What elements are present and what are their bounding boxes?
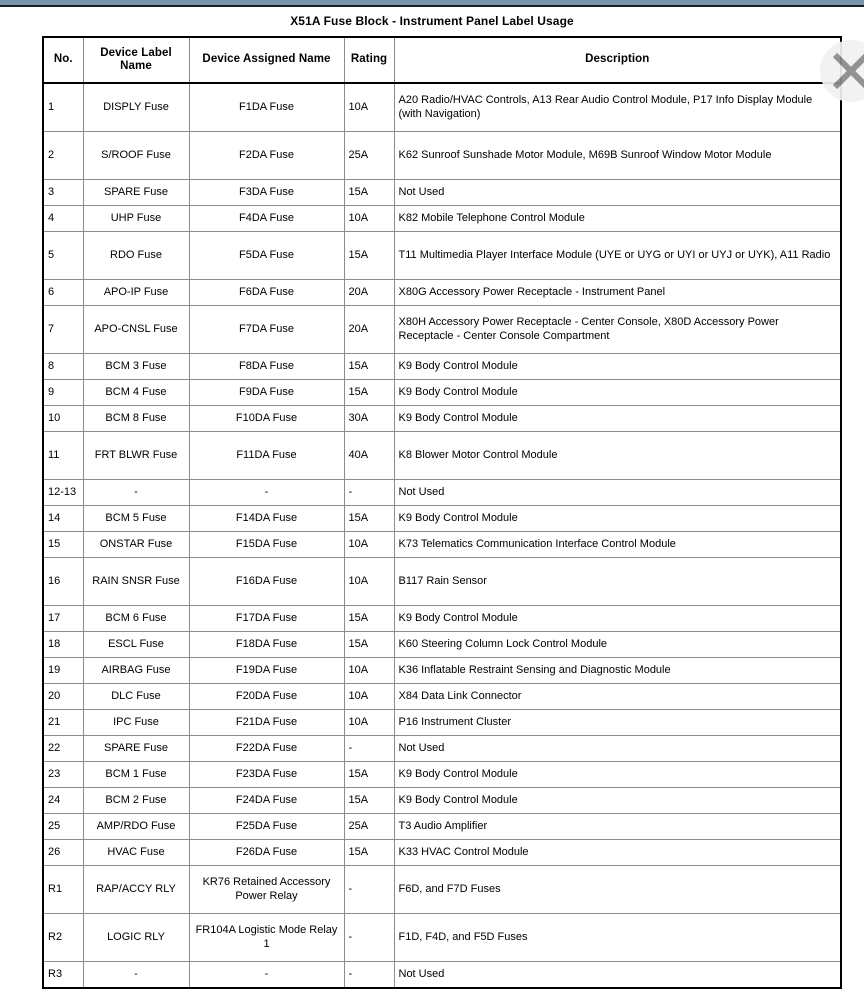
- cell-no: 11: [43, 432, 83, 480]
- cell-device-label-name: AMP/RDO Fuse: [83, 814, 189, 840]
- cell-rating: 10A: [344, 83, 394, 132]
- table-row: [43, 840, 841, 866]
- table-row: [43, 406, 841, 432]
- cell-device-assigned-name: F8DA Fuse: [189, 354, 344, 380]
- table-row: [43, 180, 841, 206]
- cell-device-assigned-name: FR104A Logistic Mode Relay 1: [189, 914, 344, 962]
- cell-device-assigned-name: F4DA Fuse: [189, 206, 344, 232]
- cell-rating: 15A: [344, 506, 394, 532]
- cell-no: 22: [43, 736, 83, 762]
- cell-description: Not Used: [394, 736, 841, 762]
- cell-description: B117 Rain Sensor: [394, 558, 841, 606]
- cell-description: F1D, F4D, and F5D Fuses: [394, 914, 841, 962]
- cell-rating: 25A: [344, 814, 394, 840]
- table-row: [43, 380, 841, 406]
- cell-rating: 15A: [344, 180, 394, 206]
- cell-rating: 15A: [344, 354, 394, 380]
- table-row: [43, 814, 841, 840]
- cell-rating: 10A: [344, 684, 394, 710]
- cell-description: K82 Mobile Telephone Control Module: [394, 206, 841, 232]
- cell-device-assigned-name: F25DA Fuse: [189, 814, 344, 840]
- cell-device-assigned-name: F14DA Fuse: [189, 506, 344, 532]
- cell-rating: 10A: [344, 206, 394, 232]
- cell-rating: 25A: [344, 132, 394, 180]
- cell-description: K9 Body Control Module: [394, 406, 841, 432]
- column-header-device-label-name: Device Label Name: [83, 37, 189, 83]
- cell-rating: 15A: [344, 762, 394, 788]
- cell-device-label-name: -: [83, 962, 189, 989]
- cell-no: 5: [43, 232, 83, 280]
- cell-no: 25: [43, 814, 83, 840]
- column-header-rating: Rating: [344, 37, 394, 83]
- column-header-description: Description: [394, 37, 841, 83]
- cell-device-assigned-name: F6DA Fuse: [189, 280, 344, 306]
- cell-no: 16: [43, 558, 83, 606]
- cell-device-label-name: BCM 5 Fuse: [83, 506, 189, 532]
- cell-device-label-name: IPC Fuse: [83, 710, 189, 736]
- cell-description: K9 Body Control Module: [394, 788, 841, 814]
- cell-device-assigned-name: F11DA Fuse: [189, 432, 344, 480]
- cell-no: 19: [43, 658, 83, 684]
- cell-no: 12-13: [43, 480, 83, 506]
- cell-rating: 40A: [344, 432, 394, 480]
- cell-device-label-name: BCM 6 Fuse: [83, 606, 189, 632]
- fuse-block-table-container: [42, 36, 840, 989]
- table-row: [43, 558, 841, 606]
- cell-device-assigned-name: F23DA Fuse: [189, 762, 344, 788]
- cell-rating: -: [344, 736, 394, 762]
- cell-device-assigned-name: F5DA Fuse: [189, 232, 344, 280]
- cell-description: K36 Inflatable Restraint Sensing and Diagnostic Module: [394, 658, 841, 684]
- cell-description: K8 Blower Motor Control Module: [394, 432, 841, 480]
- cell-no: 26: [43, 840, 83, 866]
- cell-description: X84 Data Link Connector: [394, 684, 841, 710]
- cell-device-label-name: RAIN SNSR Fuse: [83, 558, 189, 606]
- cell-device-label-name: S/ROOF Fuse: [83, 132, 189, 180]
- cell-device-assigned-name: F26DA Fuse: [189, 840, 344, 866]
- cell-no: 20: [43, 684, 83, 710]
- cell-description: P16 Instrument Cluster: [394, 710, 841, 736]
- cell-no: 7: [43, 306, 83, 354]
- cell-rating: -: [344, 866, 394, 914]
- cell-device-label-name: LOGIC RLY: [83, 914, 189, 962]
- cell-rating: 10A: [344, 658, 394, 684]
- close-x-icon: [832, 52, 864, 90]
- document-page: [0, 9, 864, 980]
- table-row: [43, 480, 841, 506]
- table-row: [43, 788, 841, 814]
- cell-device-assigned-name: KR76 Retained Accessory Power Relay: [189, 866, 344, 914]
- table-row: [43, 762, 841, 788]
- cell-device-label-name: BCM 4 Fuse: [83, 380, 189, 406]
- cell-device-label-name: APO-IP Fuse: [83, 280, 189, 306]
- cell-no: 23: [43, 762, 83, 788]
- cell-device-assigned-name: F9DA Fuse: [189, 380, 344, 406]
- table-row: [43, 962, 841, 989]
- cell-description: K60 Steering Column Lock Control Module: [394, 632, 841, 658]
- cell-no: 6: [43, 280, 83, 306]
- table-row: [43, 232, 841, 280]
- cell-no: 21: [43, 710, 83, 736]
- cell-rating: 20A: [344, 306, 394, 354]
- cell-description: K73 Telematics Communication Interface Control Module: [394, 532, 841, 558]
- cell-description: X80H Accessory Power Receptacle - Center Console, X80D Accessory Power Receptacle - Center Console Compartment: [394, 306, 841, 354]
- cell-device-assigned-name: F22DA Fuse: [189, 736, 344, 762]
- table-row: [43, 83, 841, 132]
- cell-no: 8: [43, 354, 83, 380]
- cell-rating: 15A: [344, 606, 394, 632]
- browser-top-bar: [0, 0, 864, 7]
- cell-no: 15: [43, 532, 83, 558]
- cell-no: 3: [43, 180, 83, 206]
- cell-rating: 15A: [344, 788, 394, 814]
- cell-no: 24: [43, 788, 83, 814]
- cell-no: 14: [43, 506, 83, 532]
- cell-no: 17: [43, 606, 83, 632]
- cell-rating: 10A: [344, 710, 394, 736]
- table-row: [43, 710, 841, 736]
- cell-device-label-name: RDO Fuse: [83, 232, 189, 280]
- cell-device-label-name: FRT BLWR Fuse: [83, 432, 189, 480]
- cell-device-assigned-name: F19DA Fuse: [189, 658, 344, 684]
- table-header: [43, 37, 841, 83]
- cell-device-assigned-name: F17DA Fuse: [189, 606, 344, 632]
- cell-device-label-name: DISPLY Fuse: [83, 83, 189, 132]
- cell-rating: 10A: [344, 532, 394, 558]
- cell-device-label-name: RAP/ACCY RLY: [83, 866, 189, 914]
- cell-no: 10: [43, 406, 83, 432]
- cell-rating: -: [344, 962, 394, 989]
- cell-device-assigned-name: F1DA Fuse: [189, 83, 344, 132]
- cell-device-label-name: AIRBAG Fuse: [83, 658, 189, 684]
- cell-description: Not Used: [394, 480, 841, 506]
- table-row: [43, 306, 841, 354]
- cell-no: 1: [43, 83, 83, 132]
- cell-device-assigned-name: -: [189, 962, 344, 989]
- cell-device-label-name: BCM 8 Fuse: [83, 406, 189, 432]
- cell-no: R2: [43, 914, 83, 962]
- cell-no: R3: [43, 962, 83, 989]
- cell-rating: 10A: [344, 558, 394, 606]
- cell-device-assigned-name: F21DA Fuse: [189, 710, 344, 736]
- cell-description: K9 Body Control Module: [394, 762, 841, 788]
- cell-device-label-name: BCM 2 Fuse: [83, 788, 189, 814]
- cell-device-label-name: ONSTAR Fuse: [83, 532, 189, 558]
- column-header-no: No.: [43, 37, 83, 83]
- cell-rating: 15A: [344, 840, 394, 866]
- cell-description: K9 Body Control Module: [394, 354, 841, 380]
- cell-device-label-name: -: [83, 480, 189, 506]
- cell-no: 18: [43, 632, 83, 658]
- table-row: [43, 280, 841, 306]
- table-row: [43, 132, 841, 180]
- table-row: [43, 354, 841, 380]
- table-row: [43, 658, 841, 684]
- cell-rating: 15A: [344, 632, 394, 658]
- cell-rating: 15A: [344, 380, 394, 406]
- table-row: [43, 506, 841, 532]
- cell-device-label-name: SPARE Fuse: [83, 736, 189, 762]
- cell-device-assigned-name: F20DA Fuse: [189, 684, 344, 710]
- cell-description: T3 Audio Amplifier: [394, 814, 841, 840]
- cell-description: A20 Radio/HVAC Controls, A13 Rear Audio Control Module, P17 Info Display Module (with Navigation): [394, 83, 841, 132]
- column-header-device-assigned-name: Device Assigned Name: [189, 37, 344, 83]
- cell-description: F6D, and F7D Fuses: [394, 866, 841, 914]
- cell-device-label-name: UHP Fuse: [83, 206, 189, 232]
- table-row: [43, 532, 841, 558]
- table-row: [43, 866, 841, 914]
- cell-no: 9: [43, 380, 83, 406]
- cell-device-assigned-name: F24DA Fuse: [189, 788, 344, 814]
- table-row: [43, 684, 841, 710]
- cell-device-label-name: BCM 3 Fuse: [83, 354, 189, 380]
- table-row: [43, 736, 841, 762]
- table-body: [43, 83, 841, 988]
- cell-device-label-name: BCM 1 Fuse: [83, 762, 189, 788]
- cell-no: 2: [43, 132, 83, 180]
- cell-device-assigned-name: F7DA Fuse: [189, 306, 344, 354]
- cell-device-assigned-name: F10DA Fuse: [189, 406, 344, 432]
- cell-description: K62 Sunroof Sunshade Motor Module, M69B Sunroof Window Motor Module: [394, 132, 841, 180]
- cell-description: Not Used: [394, 180, 841, 206]
- cell-device-assigned-name: F15DA Fuse: [189, 532, 344, 558]
- cell-no: 4: [43, 206, 83, 232]
- cell-rating: 15A: [344, 232, 394, 280]
- cell-device-assigned-name: F16DA Fuse: [189, 558, 344, 606]
- cell-device-label-name: APO-CNSL Fuse: [83, 306, 189, 354]
- cell-description: K33 HVAC Control Module: [394, 840, 841, 866]
- cell-device-label-name: ESCL Fuse: [83, 632, 189, 658]
- cell-device-label-name: DLC Fuse: [83, 684, 189, 710]
- cell-device-assigned-name: F2DA Fuse: [189, 132, 344, 180]
- table-row: [43, 432, 841, 480]
- cell-description: Not Used: [394, 962, 841, 989]
- cell-rating: -: [344, 480, 394, 506]
- cell-device-assigned-name: F18DA Fuse: [189, 632, 344, 658]
- table-row: [43, 606, 841, 632]
- cell-device-assigned-name: F3DA Fuse: [189, 180, 344, 206]
- cell-rating: 20A: [344, 280, 394, 306]
- table-row: [43, 914, 841, 962]
- table-row: [43, 206, 841, 232]
- cell-device-assigned-name: -: [189, 480, 344, 506]
- page-title: X51A Fuse Block - Instrument Panel Label Usage: [290, 14, 574, 28]
- cell-description: X80G Accessory Power Receptacle - Instrument Panel: [394, 280, 841, 306]
- cell-rating: -: [344, 914, 394, 962]
- cell-rating: 30A: [344, 406, 394, 432]
- cell-description: K9 Body Control Module: [394, 606, 841, 632]
- cell-no: R1: [43, 866, 83, 914]
- cell-device-label-name: HVAC Fuse: [83, 840, 189, 866]
- cell-description: K9 Body Control Module: [394, 506, 841, 532]
- cell-description: K9 Body Control Module: [394, 380, 841, 406]
- table-row: [43, 632, 841, 658]
- table-header-row: [43, 37, 841, 83]
- cell-device-label-name: SPARE Fuse: [83, 180, 189, 206]
- fuse-block-table: [42, 36, 842, 989]
- cell-description: T11 Multimedia Player Interface Module (UYE or UYG or UYI or UYJ or UYK), A11 Radio: [394, 232, 841, 280]
